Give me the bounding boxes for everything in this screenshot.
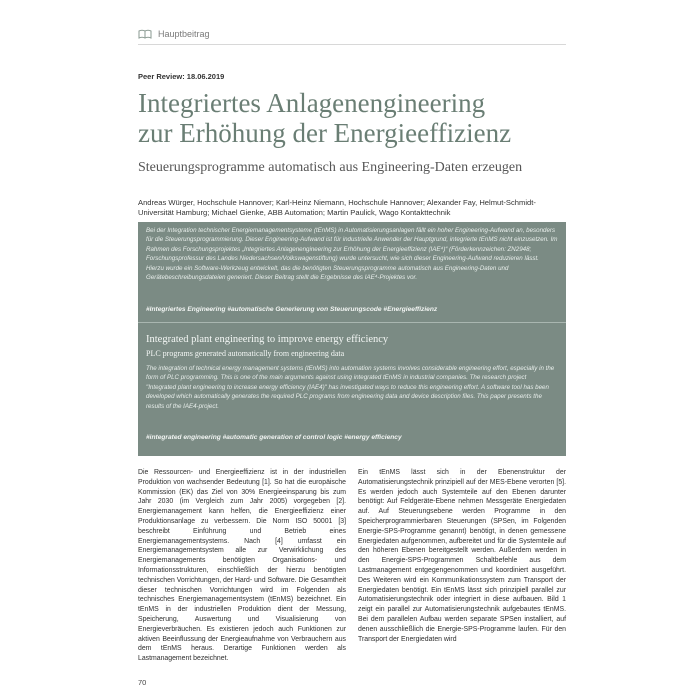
abstract-german: Bei der Integration technischer Energiemanagementsysteme (tEnMS) in Automatisierungsanlagen fällt ein hoher Engineering-Aufwand an, besonders für die Steuerungsprogrammierung. Dieser Engineering-Aufwand ist für industrielle Anwender der Hauptgrund, integrierte tEnMS nicht einzusetzen. Im Rahmen des Forschungsprojektes „Integriertes Anlagenengineering zur Erhöhung der Energieeffizienz (IAE⁴)“ (Förderkennzeichen: ZN2948; Forschungsprofessur des Landes Niedersachsen/Volkswagenstiftung) wurde untersucht, wie sich dieser Engineering-Aufwand reduzieren lässt. Hierzu wurde ein Software-Werkzeug entwickelt, das die benötigten Steuerungsprogramme automatisch aus Engineering-Daten und Gerätebeschreibungsdateien generiert. Dieser Beitrag stellt die Ergebnisse des IAE⁴-Projektes vor.	[146, 227, 558, 282]
article-subtitle: Steuerungsprogramme automatisch aus Engineering-Daten erzeugen	[138, 160, 523, 175]
body-column-left	[138, 468, 346, 664]
page-number: 70	[138, 678, 147, 687]
keywords-german: #Integriertes Engineering #automatische Generierung von Steuerungscode #Energieeffizienz	[146, 306, 438, 313]
section-label: Hauptbeitrag	[158, 29, 210, 39]
title-line-1: Integriertes Anlagenengineering	[138, 88, 486, 118]
body-column-right	[358, 468, 566, 644]
body-text-right: Ein tEnMS lässt sich in der Ebenenstruktur der Automatisierungstechnik prinzipiell auf der MES-Ebene verorten [5]. Es werden jedoch auch Systemteile auf den Ebenen darunter benötigt: Auf Feldgeräte-Ebene nehmen Messgeräte Energiedaten auf. Auf Steuerungsebene werden Programme in den Speicherprogrammierbaren Steuerungen (SPSen, im Folgenden Energie-SPS-Programme genannt) benötigt, in denen gemessene Energiedaten aufgenommen, aufbereitet und für die Systemteile auf den höheren Ebenen bereitgestellt werden. Außerdem werden in den Energie-SPS-Programmen Schaltbefehle aus dem Lastmanagement entgegengenommen und koordiniert ausgeführt. Des Weiteren wird ein Kommunikationssystem zum Transport der Energiedaten benötigt. Ein tEnMS lässt sich prinzipiell parallel zur Automatisierungstechnik oder integriert in diese aufbauen. Bild 1 zeigt ein parallel zur Automatisierungstechnik aufgebautes tEnMS. Bei dem parallelen Aufbau werden separate SPSen installiert, auf denen ausschließlich die Energie-SPS-Programme laufen. Für den Transport der Energiedaten wird	[358, 469, 566, 643]
author-list: Andreas Würger, Hochschule Hannover; Karl-Heinz Niemann, Hochschule Hannover; Alexander Fay, Helmut-Schmidt-Universität Hamburg; Michael Gienke, ABB Automation; Martin Paulick, Wago Kontakttechnik	[138, 198, 536, 217]
title-line-2: zur Erhöhung der Energieeffizienz	[138, 118, 512, 148]
book-icon	[138, 29, 152, 39]
section-header	[138, 24, 566, 45]
english-title: Integrated plant engineering to improve energy efficiency	[146, 334, 389, 345]
body-text-left: Die Ressourcen- und Energieeffizienz ist in der industriellen Produktion von wachsender Bedeutung [1]. So hat die europäische Kommission (EK) das Ziel von 30% Energieeinsparung bis zum Jahr 2030 (im Vergleich zum Jahr 2005) vorgegeben [2]. Energiemanagement kann helfen, die Energieeffizienz einer Produktionsanlage zu verbessern. Die Norm ISO 50001 [3] beschreibt Einführung und Betrieb eines Energiemanagementsystems. Nach [4] umfasst ein Energiemanagementsystem alle zur Verwirklichung des Energiemanagements benötigten Organisations- und Informationsstrukturen, einschließlich der hierzu benötigten technischen Vorrichtungen, der Hard- und Software. Die Gesamtheit dieser technischen Vorrichtungen wird im Folgenden als technisches Energiemanagementsystem (tEnMS) bezeichnet. Ein tEnMS in der industriellen Produktion dient der Messung, Speicherung, Auswertung und Visualisierung von Energieverbräuchen. Es existieren jedoch auch Funktionen zur aktiven Beeinflussung der Energieaufnahme von Verbrauchern aus dem tEnMS heraus. Derartige Funktionen werden als Lastmanagement bezeichnet.	[138, 469, 346, 663]
abstract-english: The integration of technical energy management systems (tEnMS) into automation systems involves considerable engineering effort, especially in the form of PLC programming. This is one of the main arguments against using integrated tEnMS in industrial companies. The research project "Integrated plant engineering to increase energy efficiency (IAE4)" has investigated ways to reduce this engineering effort. A software tool has been developed which automatically generates the required PLC programs from engineering data and device description files. This paper presents the results of the IAE4-project.	[146, 365, 555, 410]
peer-review-date: Peer Review: 18.06.2019	[138, 72, 225, 81]
abstract-box	[138, 222, 566, 456]
english-subtitle: PLC programs generated automatically from engineering data	[146, 349, 345, 358]
article-title	[138, 88, 578, 148]
keywords-english: #integrated engineering #automatic generation of control logic #energy efficiency	[146, 434, 402, 441]
abstract-divider	[138, 322, 566, 323]
